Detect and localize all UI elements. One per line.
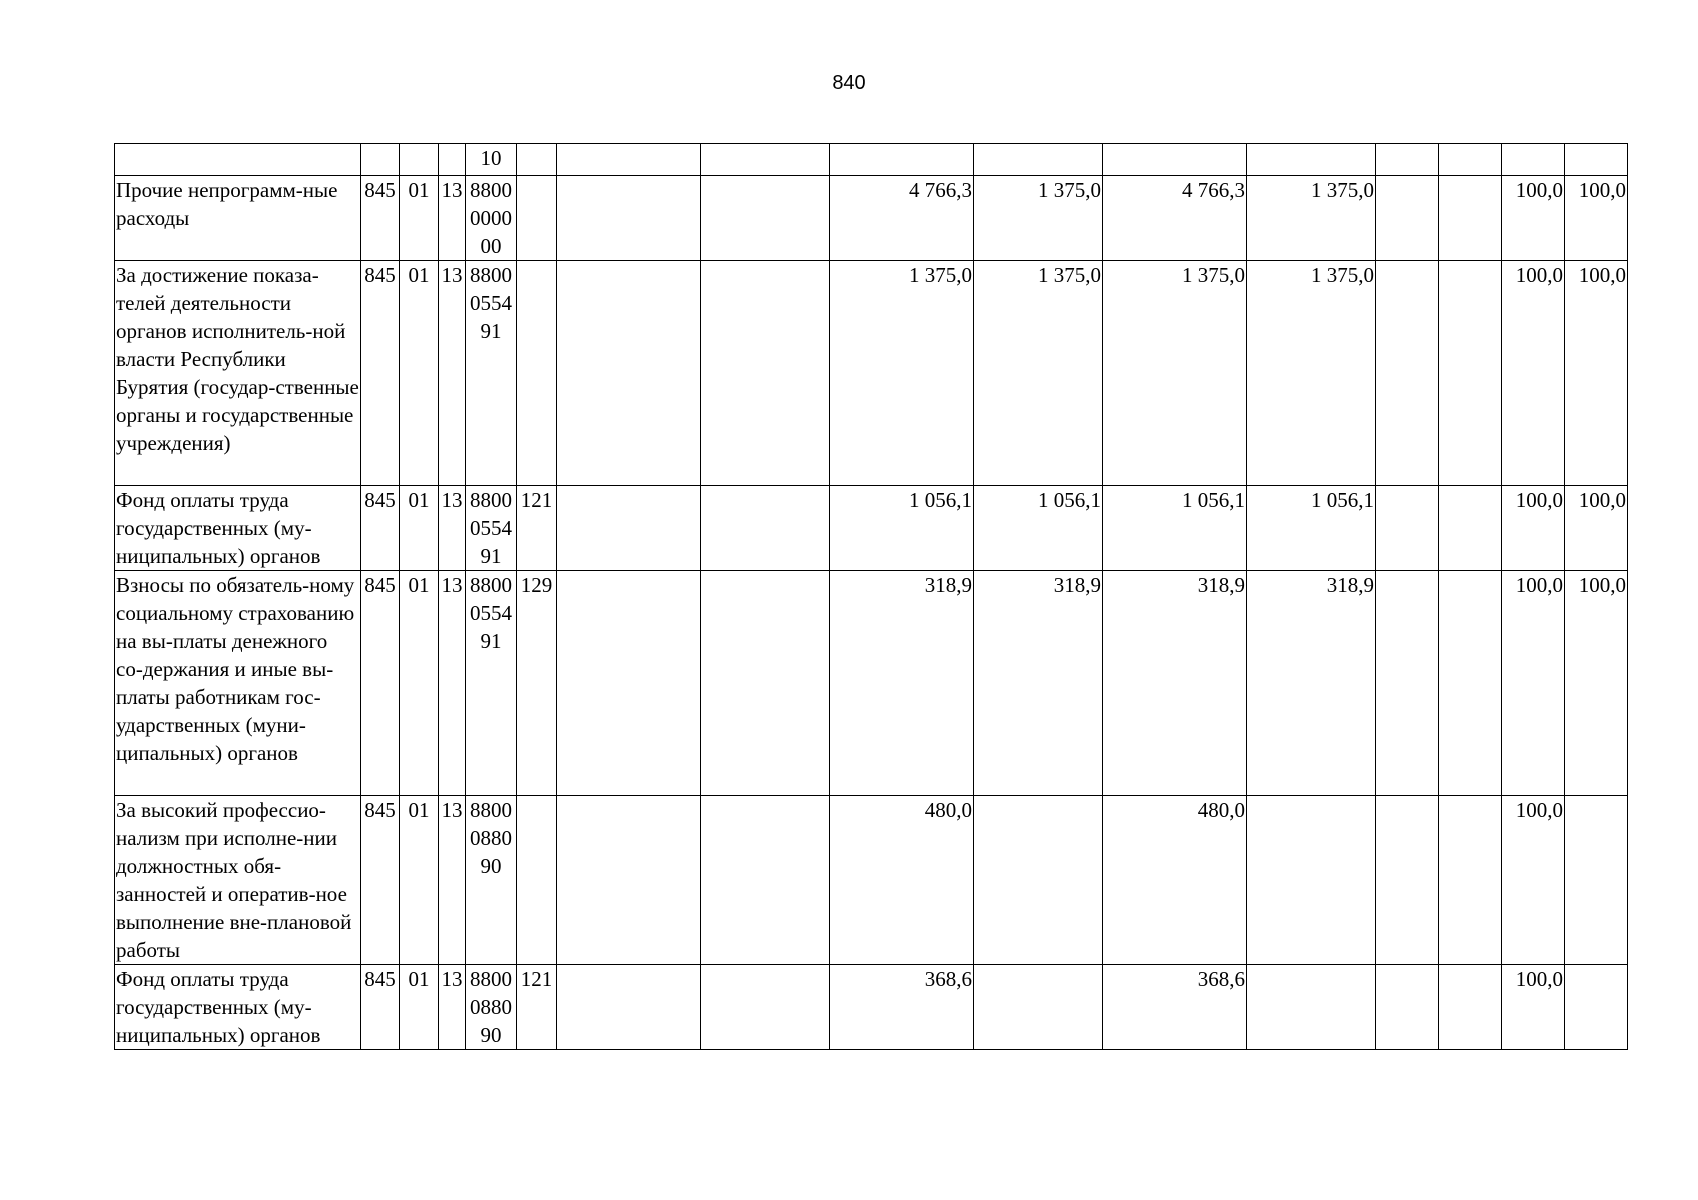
target-article-cell — [466, 144, 517, 176]
table-row — [115, 144, 1628, 176]
percent-cell — [1565, 144, 1628, 176]
target-article-cell — [466, 796, 517, 965]
grbs-code-cell: 845 — [361, 965, 400, 1050]
target-article-part: 8800 — [470, 263, 512, 287]
amount-cell — [1376, 144, 1439, 176]
row-name-cell: За высокий профессио-нализм при исполне-нии должностных обя-занностей и оператив-ное выполнение вне-плановой работы — [115, 796, 361, 965]
percent-cell — [1565, 796, 1628, 965]
percent-cell: 100,0 — [1565, 261, 1628, 486]
budget-table — [114, 143, 1628, 1050]
target-article-part: 8800 — [470, 488, 512, 512]
amount-cell: 4 766,3 — [830, 176, 974, 261]
target-article-cell — [466, 176, 517, 261]
target-article-part: 8800 — [470, 967, 512, 991]
target-article-part: 0880 — [470, 995, 512, 1019]
section-code-cell: 01 — [400, 965, 439, 1050]
percent-cell: 100,0 — [1565, 486, 1628, 571]
amount-cell — [701, 486, 830, 571]
table-row — [115, 796, 1628, 965]
target-article-part: 8800 — [470, 573, 512, 597]
subsection-code-cell: 13 — [439, 486, 466, 571]
amount-cell — [974, 965, 1103, 1050]
amount-cell: 318,9 — [830, 571, 974, 796]
percent-cell: 100,0 — [1502, 261, 1565, 486]
amount-cell: 480,0 — [1103, 796, 1247, 965]
amount-cell — [1376, 571, 1439, 796]
section-code-cell: 01 — [400, 796, 439, 965]
amount-cell: 318,9 — [974, 571, 1103, 796]
target-article-part: 91 — [480, 544, 502, 568]
target-article-part: 90 — [480, 1023, 502, 1047]
amount-cell — [557, 261, 701, 486]
amount-cell — [1439, 486, 1502, 571]
amount-cell: 1 375,0 — [830, 261, 974, 486]
percent-cell: 100,0 — [1502, 176, 1565, 261]
subsection-code-cell: 13 — [439, 176, 466, 261]
section-code-cell — [400, 144, 439, 176]
amount-cell — [557, 144, 701, 176]
amount-cell — [1247, 965, 1376, 1050]
grbs-code-cell: 845 — [361, 571, 400, 796]
amount-cell — [830, 144, 974, 176]
amount-cell — [1376, 965, 1439, 1050]
expense-type-cell: 121 — [517, 486, 557, 571]
percent-cell: 100,0 — [1502, 965, 1565, 1050]
target-article-cell — [466, 965, 517, 1050]
amount-cell — [1439, 965, 1502, 1050]
target-article-cell — [466, 571, 517, 796]
grbs-code-cell: 845 — [361, 486, 400, 571]
amount-cell — [1439, 571, 1502, 796]
amount-cell: 4 766,3 — [1103, 176, 1247, 261]
amount-cell: 1 056,1 — [830, 486, 974, 571]
target-article-cell — [466, 261, 517, 486]
target-article-part: 8800 — [470, 178, 512, 202]
grbs-code-cell: 845 — [361, 261, 400, 486]
target-article-part: 0880 — [470, 826, 512, 850]
amount-cell — [1247, 144, 1376, 176]
subsection-code-cell — [439, 144, 466, 176]
amount-cell — [1376, 176, 1439, 261]
table-row — [115, 965, 1628, 1050]
row-name-cell: Фонд оплаты труда государственных (му-ниципальных) органов — [115, 486, 361, 571]
amount-cell — [701, 261, 830, 486]
percent-cell — [1502, 144, 1565, 176]
row-name-cell: За достижение показа-телей деятельности органов исполнитель-ной власти Республики Бурятия (государ-ственные органы и государственные учреждения) — [115, 261, 361, 486]
row-name-cell: Фонд оплаты труда государственных (му-ниципальных) органов — [115, 965, 361, 1050]
amount-cell: 1 375,0 — [974, 261, 1103, 486]
target-article-part: 00 — [480, 234, 502, 258]
row-name-cell — [115, 144, 361, 176]
table-row — [115, 571, 1628, 796]
target-article-part: 10 — [480, 146, 502, 170]
target-article-part: 0554 — [470, 291, 512, 315]
amount-cell — [557, 571, 701, 796]
amount-cell — [974, 144, 1103, 176]
percent-cell — [1565, 965, 1628, 1050]
amount-cell — [701, 176, 830, 261]
expense-type-cell: 129 — [517, 571, 557, 796]
amount-cell — [1439, 144, 1502, 176]
amount-cell: 1 056,1 — [1103, 486, 1247, 571]
amount-cell — [701, 796, 830, 965]
percent-cell: 100,0 — [1502, 571, 1565, 796]
amount-cell — [1376, 261, 1439, 486]
subsection-code-cell: 13 — [439, 965, 466, 1050]
percent-cell: 100,0 — [1565, 176, 1628, 261]
amount-cell: 1 056,1 — [974, 486, 1103, 571]
amount-cell — [701, 144, 830, 176]
percent-cell: 100,0 — [1502, 796, 1565, 965]
amount-cell: 368,6 — [1103, 965, 1247, 1050]
target-article-part: 0000 — [470, 206, 512, 230]
expense-type-cell — [517, 796, 557, 965]
amount-cell — [701, 965, 830, 1050]
amount-cell — [1376, 486, 1439, 571]
amount-cell — [1439, 261, 1502, 486]
amount-cell — [557, 486, 701, 571]
expense-type-cell — [517, 261, 557, 486]
target-article-part: 0554 — [470, 516, 512, 540]
percent-cell: 100,0 — [1502, 486, 1565, 571]
amount-cell — [1103, 144, 1247, 176]
amount-cell: 480,0 — [830, 796, 974, 965]
subsection-code-cell: 13 — [439, 796, 466, 965]
subsection-code-cell: 13 — [439, 261, 466, 486]
target-article-cell — [466, 486, 517, 571]
target-article-part: 90 — [480, 854, 502, 878]
page-number: 840 — [832, 72, 866, 94]
subsection-code-cell: 13 — [439, 571, 466, 796]
section-code-cell: 01 — [400, 176, 439, 261]
amount-cell: 1 056,1 — [1247, 486, 1376, 571]
expense-type-cell: 121 — [517, 965, 557, 1050]
amount-cell: 1 375,0 — [1247, 261, 1376, 486]
amount-cell — [1439, 176, 1502, 261]
expense-type-cell — [517, 144, 557, 176]
table-row — [115, 261, 1628, 486]
amount-cell: 1 375,0 — [1103, 261, 1247, 486]
table-row — [115, 176, 1628, 261]
amount-cell: 318,9 — [1247, 571, 1376, 796]
row-name-cell: Прочие непрограмм-ные расходы — [115, 176, 361, 261]
amount-cell — [557, 965, 701, 1050]
target-article-part: 91 — [480, 629, 502, 653]
grbs-code-cell: 845 — [361, 796, 400, 965]
grbs-code-cell: 845 — [361, 176, 400, 261]
target-article-part: 91 — [480, 319, 502, 343]
amount-cell — [1247, 796, 1376, 965]
amount-cell: 1 375,0 — [974, 176, 1103, 261]
expense-type-cell — [517, 176, 557, 261]
amount-cell — [974, 796, 1103, 965]
table-row — [115, 486, 1628, 571]
section-code-cell: 01 — [400, 261, 439, 486]
row-name-cell: Взносы по обязатель-ному социальному страхованию на вы-платы денежного со-держания и иные вы-платы работникам гос-ударственных (муни-ципальных) органов — [115, 571, 361, 796]
amount-cell — [557, 796, 701, 965]
amount-cell — [1439, 796, 1502, 965]
amount-cell: 1 375,0 — [1247, 176, 1376, 261]
amount-cell — [701, 571, 830, 796]
grbs-code-cell — [361, 144, 400, 176]
amount-cell: 368,6 — [830, 965, 974, 1050]
section-code-cell: 01 — [400, 486, 439, 571]
amount-cell — [1376, 796, 1439, 965]
percent-cell: 100,0 — [1565, 571, 1628, 796]
amount-cell — [557, 176, 701, 261]
target-article-part: 8800 — [470, 798, 512, 822]
amount-cell: 318,9 — [1103, 571, 1247, 796]
section-code-cell: 01 — [400, 571, 439, 796]
target-article-part: 0554 — [470, 601, 512, 625]
